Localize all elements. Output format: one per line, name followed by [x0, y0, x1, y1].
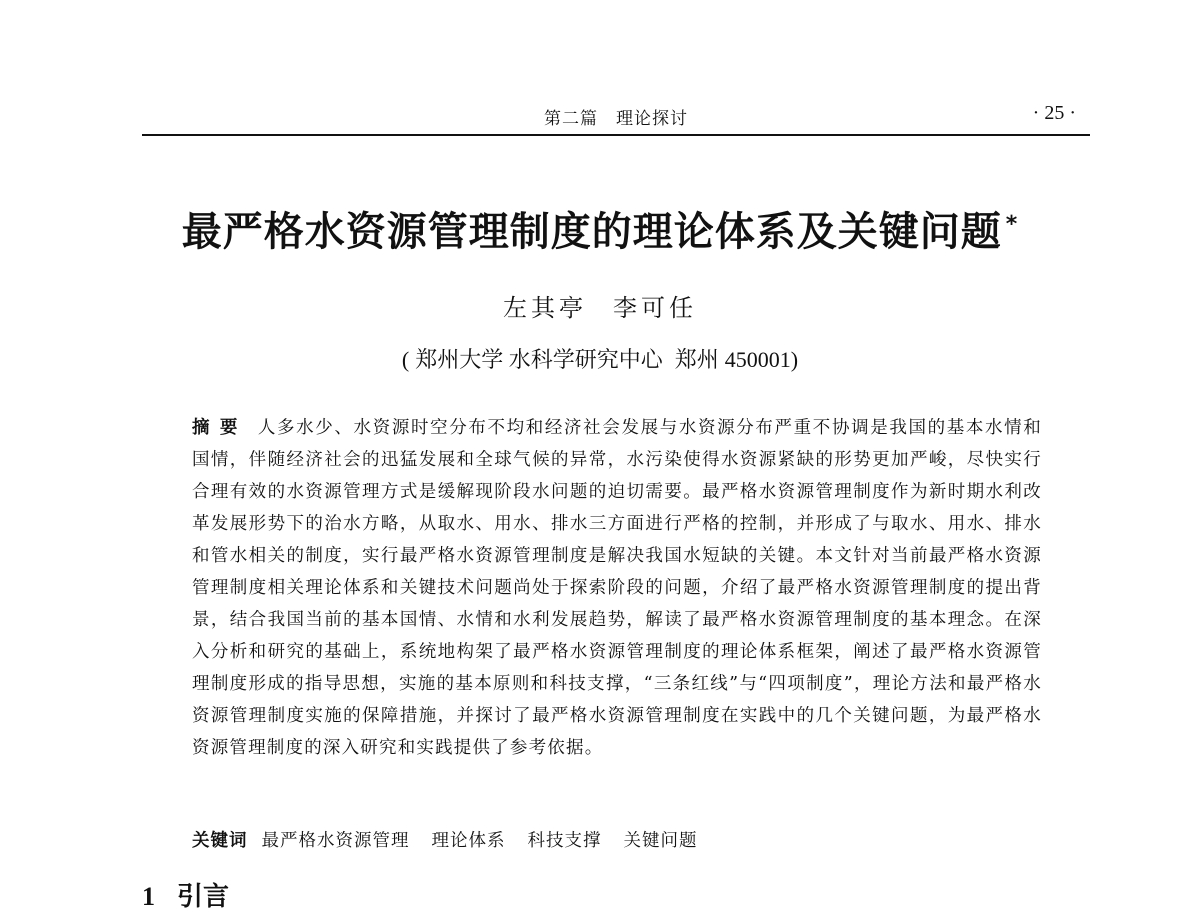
header-section-title: 第二篇 理论探讨: [544, 109, 688, 129]
author-list: [0, 288, 1200, 323]
page-number: · 25 ·: [1032, 102, 1076, 124]
affiliation-institution: 郑州大学 水科学研究中心: [415, 347, 663, 372]
affiliation-postcode: 450001: [724, 347, 791, 372]
running-header: [142, 100, 1090, 136]
author-name: 左其亭: [503, 294, 587, 322]
section-number: 1: [142, 882, 155, 911]
author-name: 李可任: [613, 294, 697, 322]
affiliation-close-paren: ): [790, 347, 799, 372]
abstract: [192, 412, 1042, 764]
affiliation: [0, 343, 1200, 374]
section-heading: [142, 876, 229, 913]
abstract-label: 摘要: [192, 418, 248, 438]
abstract-text: 人多水少、水资源时空分布不均和经济社会发展与水资源分布严重不协调是我国的基本水情和国情，伴随经济社会的迅猛发展和全球气候的异常，水污染使得水资源紧缺的形势更加严峻，尽快实行合理有效的水资源管理方式是缓解现阶段水问题的迫切需要。最严格水资源管理制度作为新时期水利改革发展形势下的治水方略，从取水、用水、排水三方面进行严格的控制，并形成了与取水、用水、排水和管水相关的制度，实行最严格水资源管理制度是解决我国水短缺的关键。本文针对当前最严格水资源管理制度相关理论体系和关键技术问题尚处于探索阶段的问题，介绍了最严格水资源管理制度的提出背景，结合我国当前的基本国情、水情和水利发展趋势，解读了最严格水资源管理制度的基本理念。在深入分析和研究的基础上，系统地构架了最严格水资源管理制度的理论体系框架，阐述了最严格水资源管理制度形成的指导思想，实施的基本原则和科技支撑，“三条红线”与“四项制度”，理论方法和最严格水资源管理制度实施的保障措施，并探讨了最严格水资源管理制度在实践中的几个关键问题，为最严格水资源管理制度的深入研究和实践提供了参考依据。: [192, 418, 1042, 758]
paper-title-text: 最严格水资源管理制度的理论体系及关键问题: [181, 209, 1002, 255]
keywords: [192, 827, 1042, 855]
affiliation-open-paren: (: [401, 347, 410, 372]
keyword: 理论体系: [431, 831, 506, 851]
section-title: 引言: [177, 882, 230, 912]
title-footnote-mark: *: [1005, 211, 1019, 237]
keyword: 最严格水资源管理: [261, 831, 410, 851]
keyword: 关键问题: [623, 831, 698, 851]
paper-title: [0, 200, 1200, 257]
keywords-label: 关键词: [192, 831, 248, 851]
affiliation-city: 郑州: [674, 347, 719, 372]
keyword: 科技支撑: [527, 831, 602, 851]
